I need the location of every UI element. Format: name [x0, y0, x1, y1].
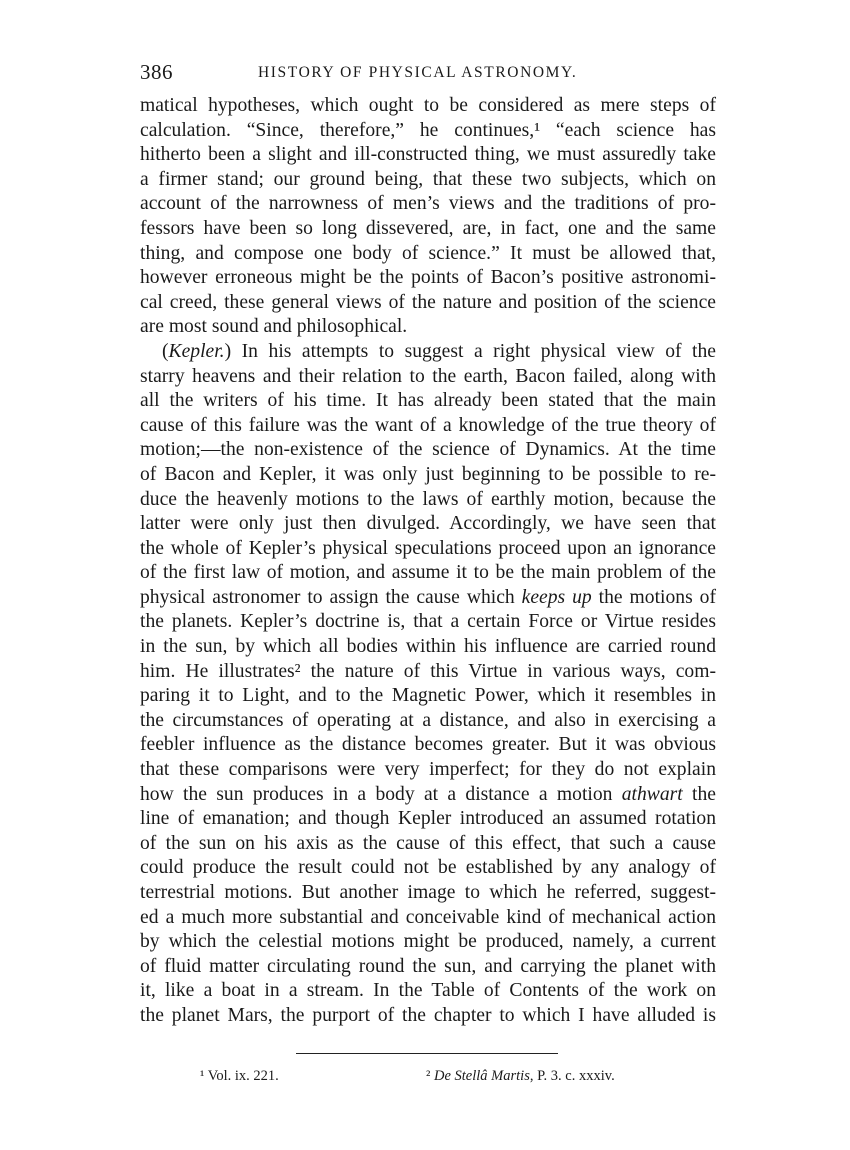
footnote-2-reference: , P. 3. c. xxxiv. [529, 1068, 615, 1084]
text-line: of Bacon and Kepler, it was only just beginning to be possible to re- [140, 463, 716, 485]
text-line: how the sun produces in a body at a distance a motion athwart the [140, 783, 716, 805]
text-line: cause of this failure was the want of a knowledge of the true theory of [140, 414, 716, 436]
body-text [140, 94, 716, 1029]
text-line: matical hypotheses, which ought to be considered as mere steps of [140, 95, 716, 116]
page-header [140, 60, 716, 94]
text-line: in the sun, by which all bodies within his influence are carried round [140, 636, 716, 658]
text-line: of the first law of motion, and assume it to be the main problem of the [140, 562, 716, 584]
text-line: it, like a boat in a stream. In the Table of Contents of the work on [140, 980, 716, 1002]
text-line: the whole of Kepler’s physical speculations proceed upon an ignorance [140, 537, 716, 559]
footnote-1: ¹ Vol. ix. 221. [200, 1068, 279, 1084]
text-line: that these comparisons were very imperfect; for they do not explain [140, 759, 716, 781]
text-line: duce the heavenly motions to the laws of earthly motion, because the [140, 488, 716, 510]
text-line: however erroneous might be the points of Bacon’s positive astronomi- [140, 267, 716, 289]
text-line: the circumstances of operating at a distance, and also in exercising a [140, 709, 716, 731]
paragraph-start-line: (Kepler.) In his attempts to suggest a right physical view of the [162, 340, 716, 362]
running-title: HISTORY OF PHYSICAL ASTRONOMY. [258, 64, 578, 81]
page-number: 386 [140, 60, 173, 84]
text-line: feebler influence as the distance becomes greater. But it was obvious [140, 734, 716, 756]
text-line: thing, and compose one body of science.” It must be allowed that, [140, 242, 716, 264]
text-line: hitherto been a slight and ill-constructed thing, we must assuredly take [140, 144, 716, 166]
footnote-rule [296, 1053, 558, 1054]
text-line: ed a much more substantial and conceivable kind of mechanical action [140, 906, 716, 928]
text-line: starry heavens and their relation to the earth, Bacon failed, along with [140, 365, 716, 387]
text-line: line of emanation; and though Kepler introduced an assumed rotation [140, 808, 716, 830]
text-line: motion;—the non-existence of the science of Dynamics. At the time [140, 439, 716, 461]
text-line: calculation. “Since, therefore,” he continues,¹ “each science has [140, 119, 716, 141]
text-line: the planets. Kepler’s doctrine is, that a certain Force or Virtue resides [140, 611, 716, 633]
text-line: account of the narrowness of men’s views and the traditions of pro- [140, 193, 716, 215]
text-line: the planet Mars, the purport of the chapter to which I have alluded is [140, 1004, 716, 1026]
footnote-2 [426, 1068, 615, 1085]
text-line: physical astronomer to assign the cause which keeps up the motions of [140, 586, 716, 608]
text-line: all the writers of his time. It has already been stated that the main [140, 390, 716, 412]
text-line: by which the celestial motions might be produced, namely, a current [140, 931, 716, 953]
text-line: a firmer stand; our ground being, that these two subjects, which on [140, 168, 716, 190]
text-line: are most sound and philosophical. [140, 316, 408, 338]
text-line: paring it to Light, and to the Magnetic Power, which it resembles in [140, 685, 716, 707]
text-line: of the sun on his axis as the cause of this effect, that such a cause [140, 832, 716, 854]
book-page [140, 60, 716, 1029]
text-line: cal creed, these general views of the nature and position of the science [140, 291, 716, 313]
text-line: of fluid matter circulating round the sun, and carrying the planet with [140, 955, 716, 977]
text-line: terrestrial motions. But another image to which he referred, suggest- [140, 882, 716, 903]
text-line: fessors have been so long dissevered, are, in fact, one and the same [140, 217, 716, 239]
text-line: latter were only just then divulged. Accordingly, we have seen that [140, 513, 716, 535]
footnote-2-marker: ² [426, 1068, 431, 1084]
text-line: him. He illustrates² the nature of this Virtue in various ways, com- [140, 660, 716, 682]
footnote-2-title: De Stellâ Martis [433, 1068, 530, 1084]
text-line: could produce the result could not be established by any analogy of [140, 857, 716, 879]
